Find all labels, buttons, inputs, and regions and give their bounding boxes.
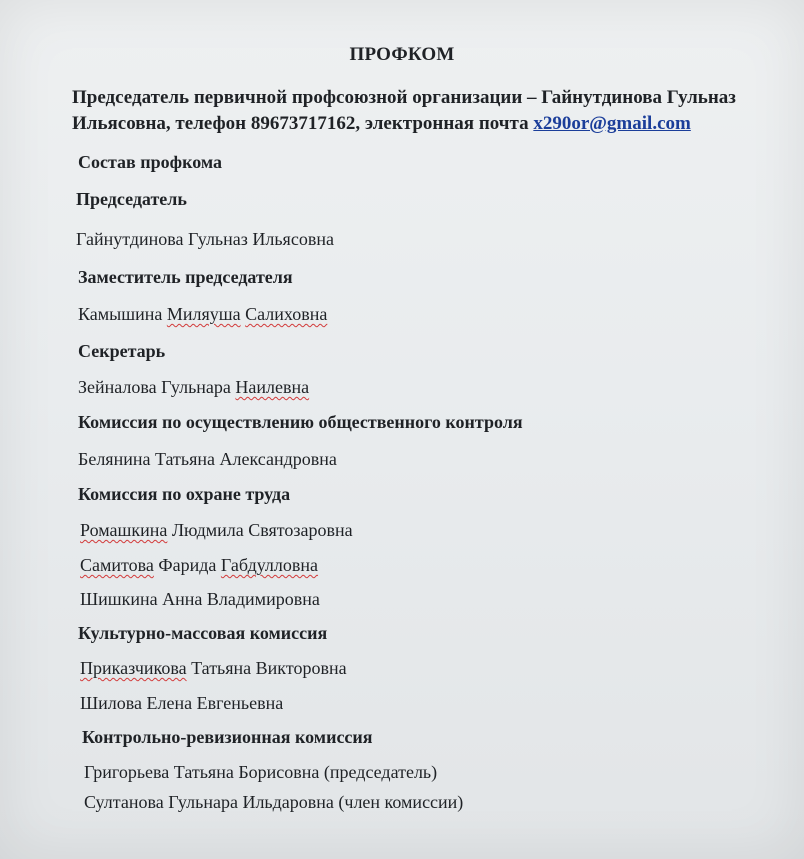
audit-commission-heading: Контрольно-ревизионная комиссия: [82, 727, 373, 747]
culture-member-2: Шилова Елена Евгеньевна: [80, 693, 284, 713]
chairman-heading: Председатель: [76, 189, 187, 209]
safety-member-1-surname: Ромашкина: [80, 520, 168, 540]
secretary-heading: Секретарь: [78, 341, 166, 361]
secretary-name-prefix: Зейналова Гульнара: [78, 377, 231, 397]
deputy-patronymic: Салиховна: [245, 304, 328, 324]
culture-member-1: [80, 656, 347, 680]
chairman-info-line1: Председатель первичной профсоюзной организации – Гайнутдинова Гульназ: [72, 87, 736, 108]
chairman-contact-text: Ильясовна, телефон 89673717162, электронная почта: [72, 113, 534, 134]
chairman-info-line2: [72, 111, 792, 137]
composition-heading: Состав профкома: [78, 152, 223, 172]
secretary-patronymic: Наилевна: [235, 377, 310, 397]
safety-member-1: [80, 518, 353, 542]
audit-member-1: Григорьева Татьяна Борисовна (председатель): [84, 762, 438, 782]
page-title: ПРОФКОМ: [349, 44, 455, 65]
deputy-heading: Заместитель председателя: [78, 267, 293, 287]
secretary-name: [78, 375, 309, 399]
safety-commission-heading: Комиссия по охране труда: [78, 484, 291, 504]
deputy-surname: Камышина: [78, 304, 163, 324]
safety-member-2-patronymic: Габдулловна: [220, 555, 319, 575]
culture-member-1-rest: Татьяна Викторовна: [191, 658, 347, 678]
deputy-name: [78, 302, 327, 326]
culture-member-1-surname: Приказчикова: [80, 658, 187, 678]
culture-commission-heading: Культурно-массовая комиссия: [78, 623, 328, 643]
safety-member-2-surname: Самитова: [80, 555, 154, 575]
control-commission-member: Белянина Татьяна Александровна: [78, 449, 337, 469]
deputy-first-name: Миляуша: [166, 304, 241, 324]
audit-member-2: Султанова Гульнара Ильдаровна (член комиссии): [84, 792, 464, 812]
safety-member-1-rest: Людмила Святозаровна: [171, 520, 353, 540]
chairman-name: Гайнутдинова Гульназ Ильясовна: [76, 229, 334, 249]
control-commission-heading: Комиссия по осуществлению общественного контроля: [78, 412, 523, 432]
email-link[interactable]: x290or@gmail.com: [533, 113, 691, 134]
safety-member-3: Шишкина Анна Владимировна: [80, 589, 320, 609]
safety-member-2-name: Фарида: [158, 555, 217, 575]
safety-member-2: [80, 553, 318, 577]
